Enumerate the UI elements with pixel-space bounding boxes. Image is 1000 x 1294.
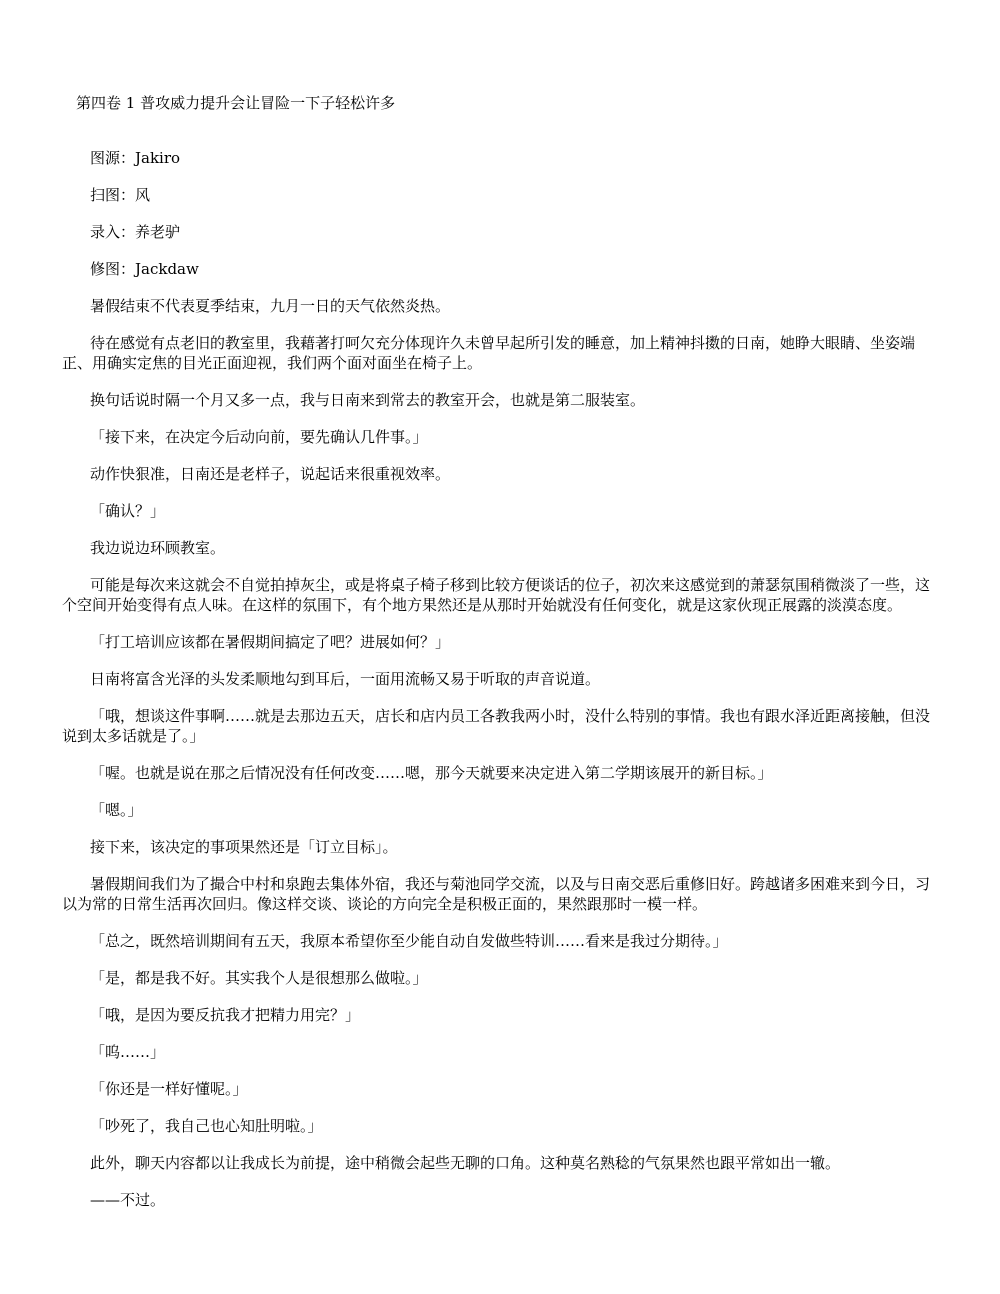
- dialogue-line: 「哦，想谈这件事啊……就是去那边五天，店长和店内员工各教我两小时，没什么特别的事情。我也有跟水泽近距离接触，但没说到太多话就是了。」: [62, 707, 931, 745]
- dialogue-line: 「嗯。」: [90, 801, 143, 819]
- dialogue-line: 「确认？」: [90, 502, 166, 520]
- credit-input: 录入：养老驴: [90, 223, 181, 241]
- dialogue-line: 「喔。也就是说在那之后情况没有任何改变……嗯，那今天就要来决定进入第二学期该展开的新目标。」: [90, 764, 773, 782]
- dialogue-line: 「呜……」: [90, 1043, 166, 1061]
- paragraph: 我边说边环顾教室。: [90, 539, 226, 557]
- chapter-title: 第四卷 1 普攻威力提升会让冒险一下子轻松许多: [76, 94, 396, 112]
- paragraph: 此外，聊天内容都以让我成长为前提，途中稍微会起些无聊的口角。这种莫名熟稔的气氛果然也跟平常如出一辙。: [90, 1154, 841, 1172]
- dialogue-line: 「你还是一样好懂呢。」: [90, 1080, 248, 1098]
- credit-retouch: 修图：Jackdaw: [90, 260, 199, 278]
- credit-image-source: 图源：Jakiro: [90, 149, 181, 167]
- dialogue-line: 「是，都是我不好。其实我个人是很想那么做啦。」: [90, 969, 428, 987]
- paragraph: 动作快狠准，日南还是老样子，说起话来很重视效率。: [90, 465, 451, 483]
- dialogue-line: 「总之，既然培训期间有五天，我原本希望你至少能自动自发做些特训……看来是我过分期待。」: [90, 932, 728, 950]
- paragraph: ——不过。: [90, 1191, 166, 1209]
- document-body: [62, 148, 942, 1227]
- dialogue-line: 「打工培训应该都在暑假期间搞定了吧？进展如何？」: [90, 633, 451, 651]
- paragraph: 日南将富含光泽的头发柔顺地勾到耳后，一面用流畅又易于听取的声音说道。: [90, 670, 601, 688]
- paragraph: 换句话说时隔一个月又多一点，我与日南来到常去的教室开会，也就是第二服装室。: [90, 391, 646, 409]
- dialogue-line: 「吵死了，我自己也心知肚明啦。」: [90, 1117, 323, 1135]
- dialogue-line: 「接下来，在决定今后动向前，要先确认几件事。」: [90, 428, 428, 446]
- dialogue-line: 「哦，是因为要反抗我才把精力用完？」: [90, 1006, 361, 1024]
- paragraph: 接下来，该决定的事项果然还是「订立目标」。: [90, 838, 398, 856]
- paragraph: 暑假结束不代表夏季结束，九月一日的天气依然炎热。: [90, 297, 451, 315]
- credit-scan: 扫图：风: [90, 186, 151, 204]
- paragraph: 可能是每次来这就会不自觉拍掉灰尘，或是将桌子椅子移到比较方便谈话的位子，初次来这感觉到的萧瑟氛围稍微淡了一些，这个空间开始变得有点人味。在这样的氛围下，有个地方果然还是从那时开始就没有任何变化，就是这家伙现正展露的淡漠态度。: [62, 576, 931, 614]
- paragraph: 暑假期间我们为了撮合中村和泉跑去集体外宿，我还与菊池同学交流，以及与日南交恶后重修旧好。跨越诸多困难来到今日，习以为常的日常生活再次回归。像这样交谈、谈论的方向完全是积极正面的，果然跟那时一模一样。: [62, 875, 931, 913]
- paragraph: 待在感觉有点老旧的教室里，我藉著打呵欠充分体现许久未曾早起所引发的睡意，加上精神抖擞的日南，她睁大眼睛、坐姿端正、用确实定焦的目光正面迎视，我们两个面对面坐在椅子上。: [62, 334, 916, 372]
